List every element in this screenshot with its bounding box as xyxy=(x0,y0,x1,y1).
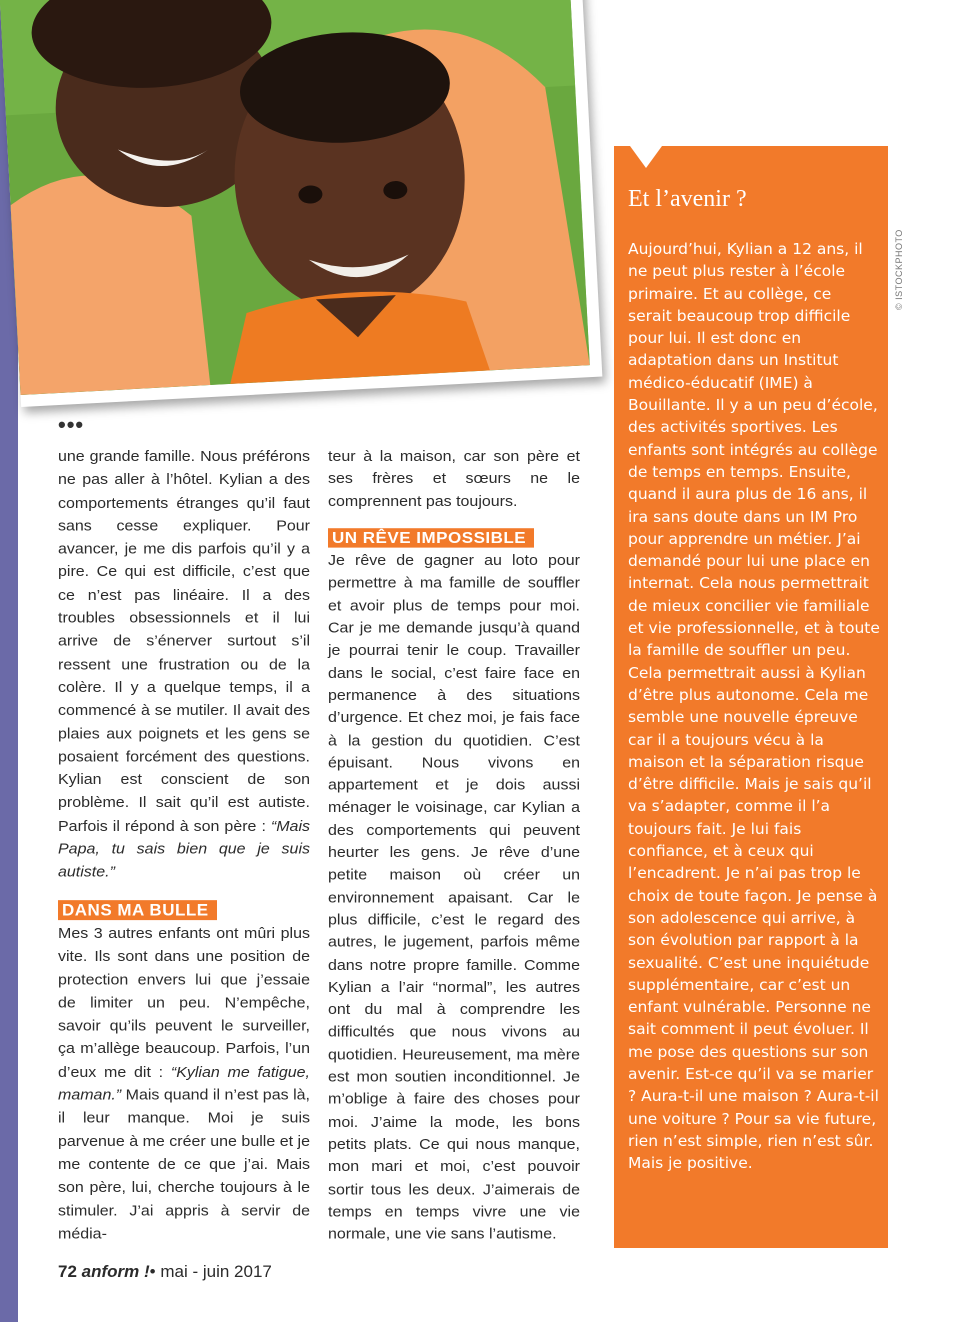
sidebar-text xyxy=(628,238,880,1174)
paragraph: Je rêve de gagner au loto pour permettre à ma famille de souffler et avoir plus de temps pour moi. Car je me demande jusqu’à quand je pourrai tenir le coup. Travailler dans le social, c’est faire face en permanence à des situations d’urgence. Et chez moi, je fais face à la gestion du quotidien. C’est épuisant. Nous vivons en appartement et je dois aussi ménager le voisinage, car Kylian a des comportements qui peuvent heurter les gens. Je rêve d’une petite maison où créer un environnement apaisant. Car le plus difficile, c’est le regard des autres, le jugement, parfois même dans notre propre famille. Comme Kylian a l’air “normal”, les autres ont du mal à comprendre les difficultés que nous vivons au quotidien. Heureusement, ma mère est mon soutien inconditionnel. Je m’oblige à faire des choses pour moi. J’aime la mode, les bons petits plats. Ce qui nous manque, mon mari et moi, c’est pouvoir sortir tous les deux. J’aimerais de temps en temps vivre une vie normale, une vie sans l’autisme. xyxy=(328,553,580,1243)
notch-triangle-icon xyxy=(630,146,662,168)
paragraph-text: Mais quand il n’est pas là, il leur manque. Moi je suis parvenue à me créer une bulle et je me contente de ce que j’ai. Mais son père, lui, cherche toujours à le stimuler. J’ai appris à servir de média- xyxy=(58,1087,310,1243)
page-footer xyxy=(58,1262,272,1282)
sidebar-paragraph: Aujourd’hui, Kylian a 12 ans, il ne peut plus rester à l’école primaire. Et au collège, ce serait beaucoup trop difficile pour lui. Il est donc en adaptation dans un Institut médico-éducatif (IME) à Bouillante. Il y a un peu d’école, des activités sportives. Les enfants sont intégrés au collège de temps en temps. Ensuite, quand il aura plus de 16 ans, il ira sans doute dans un IM Pro pour apprendre un métier. J’ai demandé pour lui une place en internat. Cela nous permettrait de mieux concilier vie familiale et vie professionnelle, et à toute la famille de souffler un peu. Cela permettrait aussi à Kylian d’être plus autonome. Cela me semble une nouvelle épreuve car il a toujours vécu à la maison et la séparation risque d’être difficile. Mais je sais qu’il va s’adapter, comme il l’a toujours fait. Je lui fais confiance, et à ceux qui l’encadrent. Je n’ai pas trop le choix de toute façon. Je pense à son adolescence qui arrive, à son évolution par rapport à la sexualité. C’est une inquiétude supplémentaire, car c’est un enfant vulnérable. Personne ne sait comment il peut évoluer. Il me pose des questions sur son avenir. Est-ce qu’il va se marier ? Aura-t-il une maison ? Aura-t-il une voiture ? Pour sa vie future, rien n’est simple, rien n’est sûr. Mais je positive. xyxy=(628,240,880,1173)
section-heading: UN RÊVE IMPOSSIBLE xyxy=(328,528,534,547)
paragraph-text: une grande famille. Nous préférons ne pas aller à l’hôtel. Kylian a des comportements étranges qu’il faut sans cesse expliquer. Pour avancer, je me dis parfois qu’il y a pire. Ce qui est difficile, c’est que ce n’est pas linéaire. Il a des troubles obsessionnels et il lui arrive de s’énerver surtout s’il ressent une frustration ou de la colère. Il y a quelque temps, il a commencé à se mutiler. Il avait des plaies aux poignets et les gens se posaient forcément des questions. Kylian est conscient de son problème. Il sait qu’il est autiste. Parfois il répond à son père : xyxy=(58,448,310,835)
sidebar-box xyxy=(614,146,888,1248)
paragraph xyxy=(58,446,310,885)
quote: “Mais Papa, tu sais bien que je suis autiste.” xyxy=(58,818,310,881)
continuation-mark: ••• xyxy=(58,412,85,437)
mother-son-photo xyxy=(0,0,590,395)
footer-separator: • xyxy=(149,1262,156,1281)
issue-date: mai - juin 2017 xyxy=(160,1262,272,1281)
magazine-name: anform ! xyxy=(81,1262,150,1281)
page-number: 72 xyxy=(58,1262,77,1281)
article-column-1 xyxy=(58,446,310,1246)
photo-credit: © ISTOCKPHOTO xyxy=(894,229,904,310)
photo-frame xyxy=(0,0,602,407)
section-heading: DANS MA BULLE xyxy=(58,900,217,920)
paragraph xyxy=(58,923,310,1246)
article-column-2 xyxy=(328,446,580,1246)
sidebar-title: Et l’avenir ? xyxy=(628,186,747,212)
quote: “Kylian me fatigue, maman.” xyxy=(58,1064,310,1104)
photo-illustration xyxy=(0,0,590,395)
paragraph: teur à la maison, car son père et ses frères et sœurs ne le comprennent pas toujours. xyxy=(328,448,580,510)
paragraph-text: Mes 3 autres enfants ont mûri plus vite. Ils sont dans une position de protection envers lui que j’essaie de limiter un peu. N’empêche, savoir qu’ils peuvent le surveiller, ça m’allège beaucoup. Parfois, l’un d’eux me dit : xyxy=(58,925,310,1081)
